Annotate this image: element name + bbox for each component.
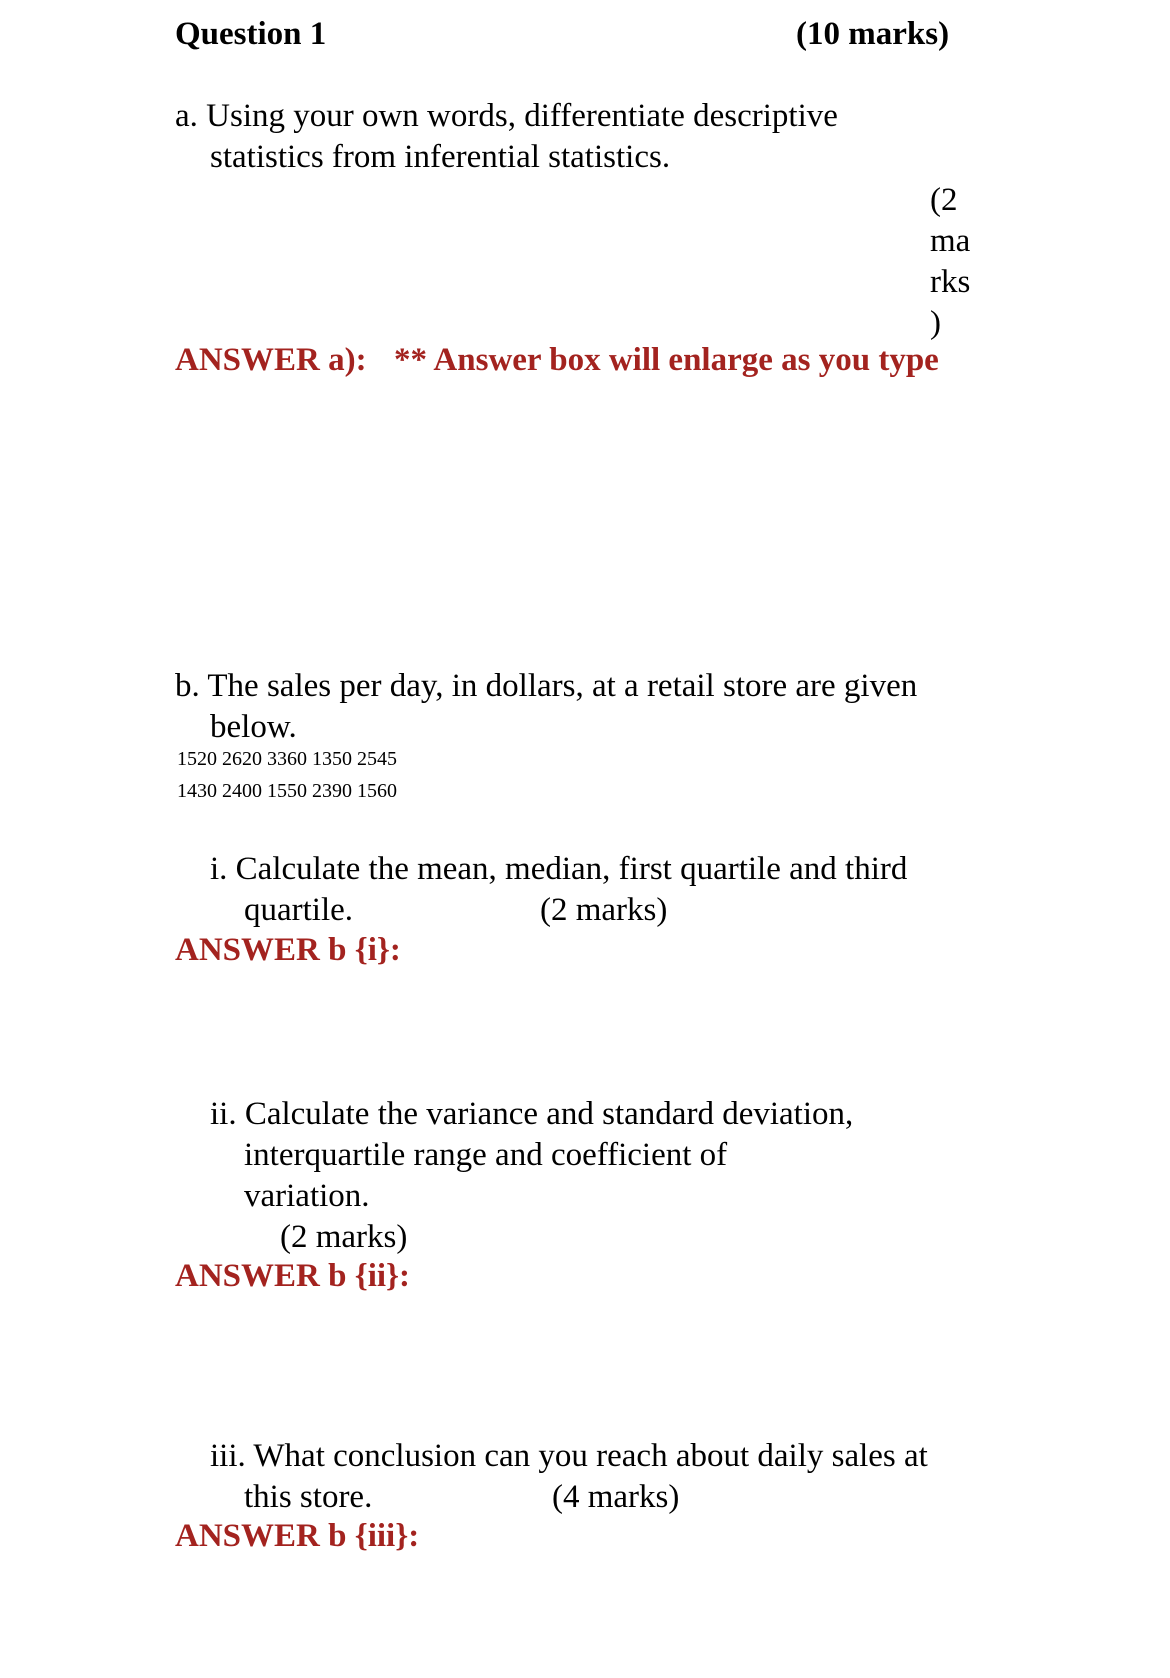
part-b-iii-line1: iii. What conclusion can you reach about daily sales at <box>210 1438 928 1474</box>
answer-a-note: ** Answer box will enlarge as you type <box>394 342 939 378</box>
answer-b-i-box[interactable] <box>175 980 995 1080</box>
part-b-i-line2: quartile. <box>244 892 354 928</box>
answer-b-iii-label: ANSWER b {iii}: <box>175 1518 420 1554</box>
part-b-line2: below. <box>210 709 297 745</box>
answer-b-iii-box[interactable] <box>175 1566 995 1656</box>
part-a-marks-line: ) <box>930 305 941 341</box>
part-b-line1: b. The sales per day, in dollars, at a retail store are given <box>175 668 918 704</box>
part-a-marks-line: (2 <box>930 182 958 218</box>
answer-b-i-label: ANSWER b {i}: <box>175 932 401 968</box>
question-title: Question 1 <box>175 16 327 52</box>
sales-data-row: 1520 2620 3360 1350 2545 <box>177 748 397 770</box>
part-a-marks-line: ma <box>930 223 971 259</box>
sales-data-row: 1430 2400 1550 2390 1560 <box>177 780 397 802</box>
part-b-iii-marks: (4 marks) <box>552 1479 680 1515</box>
part-b-i-marks: (2 marks) <box>540 892 668 928</box>
answer-a-label: ANSWER a): <box>175 342 367 378</box>
part-a-line1: a. Using your own words, differentiate descriptive <box>175 98 838 134</box>
part-a-marks <box>930 180 970 344</box>
part-a-line2: statistics from inferential statistics. <box>210 139 671 175</box>
part-b-iii-line2: this store. <box>244 1479 373 1515</box>
part-b-ii-line3: variation. <box>244 1178 370 1214</box>
part-b-i-line1: i. Calculate the mean, median, first quartile and third <box>210 851 908 887</box>
part-a-marks-line: rks <box>930 264 971 300</box>
question-marks: (10 marks) <box>796 16 950 52</box>
part-b-ii-line2: interquartile range and coefficient of <box>244 1137 728 1173</box>
answer-b-ii-label: ANSWER b {ii}: <box>175 1258 411 1294</box>
part-b-ii-marks: (2 marks) <box>280 1219 408 1255</box>
part-b-ii-line1: ii. Calculate the variance and standard deviation, <box>210 1096 854 1132</box>
answer-b-ii-box[interactable] <box>175 1306 995 1426</box>
answer-a-box[interactable] <box>175 392 995 652</box>
